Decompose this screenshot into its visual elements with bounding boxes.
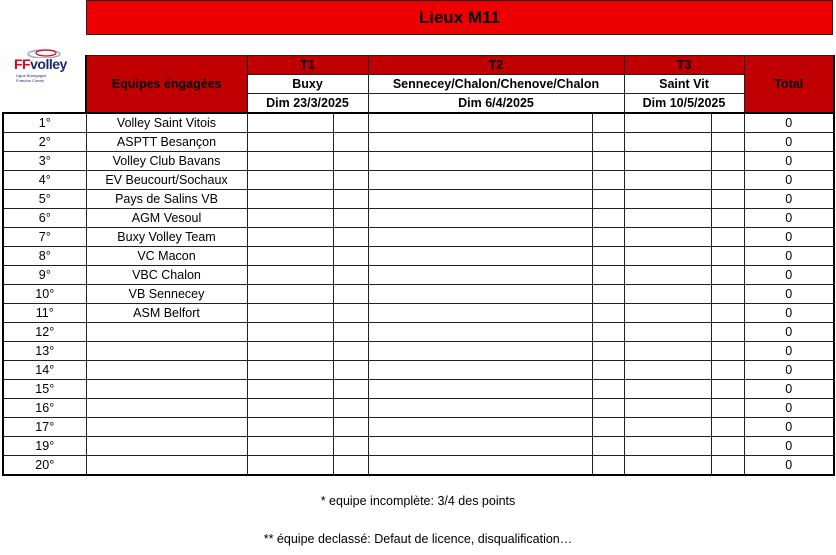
t2-score-cell — [368, 456, 592, 476]
t1-points-cell — [333, 152, 368, 171]
team-cell — [86, 418, 247, 437]
t1-points-cell — [333, 171, 368, 190]
table-row — [3, 456, 834, 476]
rank-cell: 14° — [3, 361, 86, 380]
t1-points-cell — [333, 285, 368, 304]
team-cell: VB Sennecey — [86, 285, 247, 304]
total-cell: 0 — [744, 285, 834, 304]
t1-score-cell — [247, 266, 333, 285]
total-cell: 0 — [744, 152, 834, 171]
team-cell — [86, 342, 247, 361]
t1-score-cell — [247, 152, 333, 171]
t2-score-cell — [368, 247, 592, 266]
table-row — [3, 342, 834, 361]
t2-points-cell — [592, 361, 624, 380]
t3-code: T3 — [624, 56, 744, 75]
total-cell: 0 — [744, 133, 834, 152]
t2-score-cell — [368, 399, 592, 418]
t2-points-cell — [592, 113, 624, 133]
t1-score-cell — [247, 209, 333, 228]
t3-score-cell — [624, 133, 711, 152]
total-cell: 0 — [744, 418, 834, 437]
t3-points-cell — [711, 113, 744, 133]
team-cell — [86, 456, 247, 476]
t1-score-cell — [247, 342, 333, 361]
t3-score-cell — [624, 247, 711, 266]
team-cell: VC Macon — [86, 247, 247, 266]
team-cell: AGM Vesoul — [86, 209, 247, 228]
logo-subtitle: Ligue Bourgogne Franche-Comté — [16, 73, 47, 83]
t3-score-cell — [624, 399, 711, 418]
total-cell: 0 — [744, 209, 834, 228]
t2-points-cell — [592, 247, 624, 266]
total-cell: 0 — [744, 304, 834, 323]
t1-points-cell — [333, 418, 368, 437]
total-cell: 0 — [744, 190, 834, 209]
t2-points-cell — [592, 418, 624, 437]
team-cell: EV Beucourt/Sochaux — [86, 171, 247, 190]
t3-points-cell — [711, 266, 744, 285]
t3-score-cell — [624, 152, 711, 171]
t3-points-cell — [711, 323, 744, 342]
t1-points-cell — [333, 456, 368, 476]
t3-points-cell — [711, 304, 744, 323]
total-cell: 0 — [744, 437, 834, 456]
t2-score-cell — [368, 304, 592, 323]
t3-points-cell — [711, 228, 744, 247]
t3-score-cell — [624, 209, 711, 228]
table-row — [3, 209, 834, 228]
team-cell: ASPTT Besançon — [86, 133, 247, 152]
rank-cell: 2° — [3, 133, 86, 152]
t1-score-cell — [247, 228, 333, 247]
t2-points-cell — [592, 285, 624, 304]
t1-score-cell — [247, 323, 333, 342]
t1-score-cell — [247, 437, 333, 456]
t1-points-cell — [333, 266, 368, 285]
t3-points-cell — [711, 133, 744, 152]
t1-points-cell — [333, 133, 368, 152]
t3-score-cell — [624, 190, 711, 209]
t3-points-cell — [711, 437, 744, 456]
team-cell — [86, 437, 247, 456]
t3-score-cell — [624, 342, 711, 361]
t2-points-cell — [592, 133, 624, 152]
total-header: Total — [744, 56, 834, 114]
t1-score-cell — [247, 171, 333, 190]
t3-date: Dim 10/5/2025 — [624, 94, 744, 114]
table-row — [3, 361, 834, 380]
t3-points-cell — [711, 380, 744, 399]
t2-score-cell — [368, 285, 592, 304]
t1-points-cell — [333, 209, 368, 228]
total-cell: 0 — [744, 247, 834, 266]
t3-score-cell — [624, 456, 711, 476]
t2-date: Dim 6/4/2025 — [368, 94, 624, 114]
t2-points-cell — [592, 342, 624, 361]
t2-points-cell — [592, 152, 624, 171]
t2-points-cell — [592, 323, 624, 342]
t1-score-cell — [247, 247, 333, 266]
t3-points-cell — [711, 247, 744, 266]
rank-cell: 1° — [3, 113, 86, 133]
team-cell: Volley Saint Vitois — [86, 113, 247, 133]
t2-points-cell — [592, 456, 624, 476]
table-row — [3, 380, 834, 399]
t3-points-cell — [711, 456, 744, 476]
table-row — [3, 152, 834, 171]
table-row — [3, 285, 834, 304]
t2-score-cell — [368, 190, 592, 209]
team-cell — [86, 380, 247, 399]
t2-code: T2 — [368, 56, 624, 75]
t1-points-cell — [333, 247, 368, 266]
table-row — [3, 399, 834, 418]
t1-points-cell — [333, 304, 368, 323]
t1-score-cell — [247, 285, 333, 304]
rank-cell: 19° — [3, 437, 86, 456]
t2-points-cell — [592, 304, 624, 323]
t2-score-cell — [368, 342, 592, 361]
t1-score-cell — [247, 304, 333, 323]
t2-score-cell — [368, 133, 592, 152]
team-cell: ASM Belfort — [86, 304, 247, 323]
t2-place: Sennecey/Chalon/Chenove/Chalon — [368, 75, 624, 94]
table-row — [3, 228, 834, 247]
table-row — [3, 437, 834, 456]
corner-empty — [3, 56, 86, 75]
t2-score-cell — [368, 266, 592, 285]
t3-score-cell — [624, 228, 711, 247]
total-cell: 0 — [744, 399, 834, 418]
t3-score-cell — [624, 380, 711, 399]
t2-score-cell — [368, 418, 592, 437]
t2-score-cell — [368, 171, 592, 190]
t3-points-cell — [711, 171, 744, 190]
t2-score-cell — [368, 380, 592, 399]
t3-score-cell — [624, 323, 711, 342]
logo-volley-text: volley — [30, 56, 67, 72]
table-row — [3, 323, 834, 342]
table-row — [3, 133, 834, 152]
t1-score-cell — [247, 399, 333, 418]
rank-cell: 3° — [3, 152, 86, 171]
table-row — [3, 113, 834, 133]
t1-score-cell — [247, 190, 333, 209]
team-cell — [86, 361, 247, 380]
table-row — [3, 190, 834, 209]
t2-points-cell — [592, 171, 624, 190]
t3-score-cell — [624, 304, 711, 323]
t2-points-cell — [592, 190, 624, 209]
t3-points-cell — [711, 285, 744, 304]
t3-score-cell — [624, 171, 711, 190]
t1-place: Buxy — [247, 75, 368, 94]
total-cell: 0 — [744, 342, 834, 361]
t1-points-cell — [333, 190, 368, 209]
t2-score-cell — [368, 361, 592, 380]
t2-points-cell — [592, 228, 624, 247]
note-incomplete: * equipe incomplète: 3/4 des points — [320, 494, 516, 508]
rank-cell: 6° — [3, 209, 86, 228]
t1-score-cell — [247, 380, 333, 399]
note-declassed: ** équipe declassé: Defaut de licence, disqualification… — [263, 532, 573, 546]
total-cell: 0 — [744, 266, 834, 285]
rank-cell: 16° — [3, 399, 86, 418]
total-cell: 0 — [744, 323, 834, 342]
t2-score-cell — [368, 437, 592, 456]
rank-cell: 7° — [3, 228, 86, 247]
rank-cell: 10° — [3, 285, 86, 304]
teams-header: Equipes éngagées — [86, 56, 247, 114]
t1-points-cell — [333, 342, 368, 361]
t1-score-cell — [247, 361, 333, 380]
team-cell: Volley Club Bavans — [86, 152, 247, 171]
total-cell: 0 — [744, 228, 834, 247]
t2-score-cell — [368, 209, 592, 228]
rank-cell: 20° — [3, 456, 86, 476]
t2-points-cell — [592, 380, 624, 399]
t3-points-cell — [711, 399, 744, 418]
t1-score-cell — [247, 133, 333, 152]
rank-cell: 17° — [3, 418, 86, 437]
team-cell: VBC Chalon — [86, 266, 247, 285]
sheet-title: Lieux M11 — [86, 0, 833, 35]
t3-points-cell — [711, 342, 744, 361]
team-cell — [86, 399, 247, 418]
total-cell: 0 — [744, 113, 834, 133]
t3-score-cell — [624, 361, 711, 380]
rank-cell: 12° — [3, 323, 86, 342]
total-cell: 0 — [744, 380, 834, 399]
t2-score-cell — [368, 323, 592, 342]
t2-score-cell — [368, 228, 592, 247]
t2-points-cell — [592, 266, 624, 285]
t1-score-cell — [247, 456, 333, 476]
rank-cell: 5° — [3, 190, 86, 209]
t1-code: T1 — [247, 56, 368, 75]
t1-score-cell — [247, 113, 333, 133]
t1-points-cell — [333, 380, 368, 399]
rank-cell: 11° — [3, 304, 86, 323]
t3-score-cell — [624, 437, 711, 456]
t1-points-cell — [333, 399, 368, 418]
t1-score-cell — [247, 418, 333, 437]
t3-place: Saint Vit — [624, 75, 744, 94]
team-cell: Buxy Volley Team — [86, 228, 247, 247]
t3-score-cell — [624, 285, 711, 304]
t1-points-cell — [333, 361, 368, 380]
team-cell — [86, 323, 247, 342]
rank-cell: 9° — [3, 266, 86, 285]
t3-points-cell — [711, 209, 744, 228]
t3-score-cell — [624, 266, 711, 285]
rank-cell: 15° — [3, 380, 86, 399]
t1-points-cell — [333, 323, 368, 342]
t2-points-cell — [592, 209, 624, 228]
rank-cell: 8° — [3, 247, 86, 266]
table-row — [3, 247, 834, 266]
t3-points-cell — [711, 361, 744, 380]
t2-score-cell — [368, 152, 592, 171]
table-row — [3, 418, 834, 437]
total-cell: 0 — [744, 456, 834, 476]
t1-points-cell — [333, 113, 368, 133]
table-row — [3, 304, 834, 323]
rank-cell: 4° — [3, 171, 86, 190]
standings-table — [2, 55, 835, 476]
t3-points-cell — [711, 190, 744, 209]
t3-score-cell — [624, 113, 711, 133]
table-row — [3, 171, 834, 190]
t2-points-cell — [592, 399, 624, 418]
t1-date: Dim 23/3/2025 — [247, 94, 368, 114]
t3-score-cell — [624, 418, 711, 437]
t1-points-cell — [333, 437, 368, 456]
total-cell: 0 — [744, 361, 834, 380]
team-cell: Pays de Salins VB — [86, 190, 247, 209]
t1-points-cell — [333, 228, 368, 247]
logo-ff-text: FF — [14, 56, 31, 72]
t2-score-cell — [368, 113, 592, 133]
t3-points-cell — [711, 152, 744, 171]
t3-points-cell — [711, 418, 744, 437]
t2-points-cell — [592, 437, 624, 456]
total-cell: 0 — [744, 171, 834, 190]
table-row — [3, 266, 834, 285]
rank-cell: 13° — [3, 342, 86, 361]
